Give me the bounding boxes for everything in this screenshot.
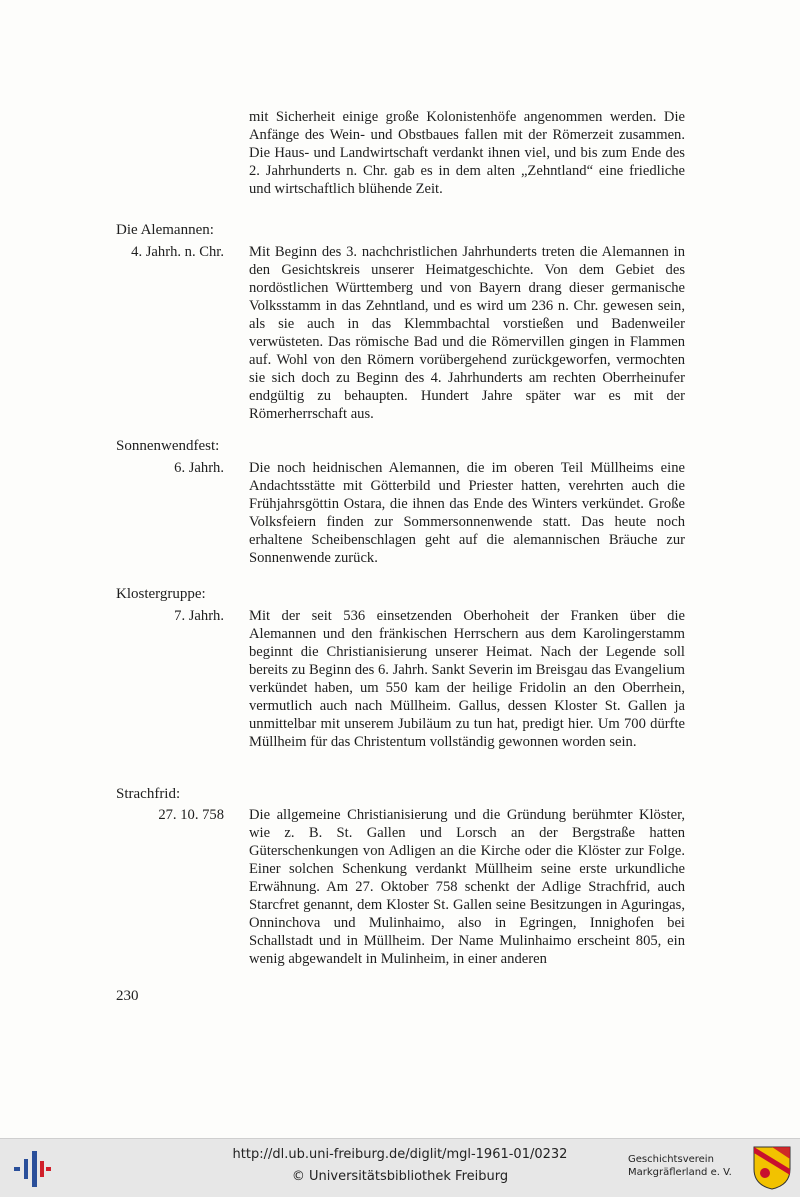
section-text-sonnenwendfest: Die noch heidnischen Alemannen, die im oberen Teil Müllheims eine Andachtsstätte mit Götterbild und Priester hatten, verehrten auch die Frühjahrsgöttin Ostara, die ihnen das Ende des Winters verkündet. Große Volksfeiern finden zur Sommersonnenwende statt. Das heute noch erhaltene Scheibenschlagen geht auf die alemannischen Bräuche zur Sonnenwende zurück. <box>249 460 685 566</box>
society-name[interactable] <box>628 1153 748 1179</box>
section-date-strachfrid: 27. 10. 758 <box>158 807 224 823</box>
section-text-alemannen: Mit Beginn des 3. nachchristlichen Jahrhunderts treten die Alemannen in den Gesichtskreis unserer Heimatgeschichte. Von dem Gebiet des nordöstlichen Württemberg und von Bayern drang dieser germanische Volksstamm in das Zehntland, und es wird um 236 n. Chr. gewesen sein, als sie auch in das Klemmbachtal vorstießen und Badenweiler verwüsteten. Das römische Bad und die Römervillen gingen in Flammen auf. Wohl von den Römern vorübergehend zurückgeworfen, vermochten sie sich doch zu Beginn des 4. Jahrhunderts am rechten Oberrheinufer endgültig zu behaupten. Hundert Jahre später war es mit der Römerherrschaft aus. <box>249 244 685 422</box>
section-heading-strachfrid: Strachfrid: <box>116 786 181 802</box>
section-heading-klostergruppe: Klostergruppe: <box>116 586 206 602</box>
footer-copyright: © Universitätsbibliothek Freiburg <box>291 1169 509 1184</box>
section-text-klostergruppe: Mit der seit 536 einsetzenden Oberhoheit der Franken über die Alemannen und den fränkischen Herrschern aus dem Karolingerstamm beginnt die Christianisierung unserer Heimat. Nach der Legende soll bereits zu Beginn des 6. Jahrh. Sankt Severin im Breisgau das Evangelium verkündet haben, um 550 kam der heilige Fridolin an den Oberrhein, vermutlich auch nach Müllheim. Gallus, dessen Kloster St. Gallen ja unmittelbar mit unserem Jubiläum zu tun hat, predigt hier. Um 700 dürfte Müllheim für das Christentum vollständig gewonnen worden sein. <box>249 608 685 750</box>
section-heading-alemannen: Die Alemannen: <box>116 222 214 238</box>
coat-of-arms-icon[interactable] <box>752 1145 792 1191</box>
section-heading-sonnenwendfest: Sonnenwendfest: <box>116 438 220 454</box>
section-text-strachfrid: Die allgemeine Christianisierung und die Gründung berühmter Klöster, wie z. B. St. Gallen und Lorsch an der Bergstraße hatten Güterschenkungen von Adligen an die Kirche oder die Klöster zur Folge. Einer solchen Schenkung verdankt Müllheim seine erste urkundliche Erwähnung. Am 27. Oktober 758 schenkt der Adlige Strachfrid, auch Starcfret genannt, dem Kloster St. Gallen seine Besitzungen in Aguringas, Onninchova und Mulinhaimo, also in Egringen, Innighofen bei Schallstadt und in Müllheim. Der Name Mulinhaimo erscheint 805, ein wenig abgewandelt in Mulinheim, in einer anderen <box>249 807 685 967</box>
viewer-footer <box>0 1138 800 1197</box>
society-name-line1: Geschichtsverein <box>628 1154 714 1165</box>
section-date-sonnenwendfest: 6. Jahrh. <box>174 460 224 476</box>
page-number: 230 <box>116 988 139 1004</box>
society-name-line2: Markgräflerland e. V. <box>628 1167 732 1178</box>
intro-paragraph: mit Sicherheit einige große Kolonistenhöfe angenommen werden. Die Anfänge des Wein- und Obstbaues fallen mit der Römerzeit zusammen. Die Haus- und Landwirtschaft verdankt ihnen viel, und bis zum Ende des 2. Jahrhunderts n. Chr. gab es in dem alten „Zehntland“ eine friedliche und wirtschaftlich blühende Zeit. <box>249 109 685 197</box>
section-date-klostergruppe: 7. Jahrh. <box>174 608 224 624</box>
section-date-alemannen: 4. Jahrh. n. Chr. <box>131 244 224 260</box>
footer-url-link[interactable]: http://dl.ub.uni-freiburg.de/diglit/mgl-1961-01/0232 <box>232 1147 568 1162</box>
